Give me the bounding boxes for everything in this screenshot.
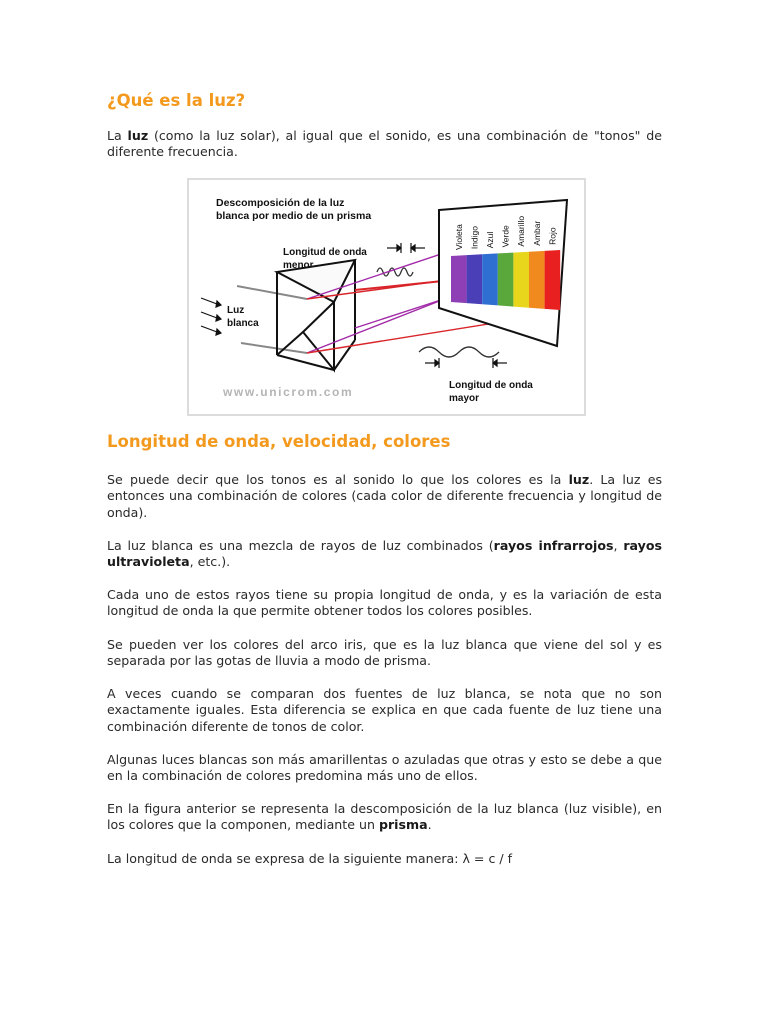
paragraph-2: La luz blanca es una mezcla de rayos de luz combinados (rayos infrarrojos, rayos ultravioleta, etc.). bbox=[107, 538, 663, 570]
paragraph-5: A veces cuando se comparan dos fuentes de luz blanca, se nota que no son exactamente iguales. Esta diferencia se explica en que cada fuente de luz tiene una combinación diferente de tonos de color. bbox=[107, 686, 662, 734]
incoming-ray-top bbox=[237, 286, 307, 299]
spectrum-band-violeta bbox=[451, 255, 467, 303]
short-wave-label-1: Longitud de onda bbox=[283, 247, 367, 258]
long-wave-label-2: mayor bbox=[449, 393, 480, 404]
white-light-label-2: blanca bbox=[227, 318, 259, 329]
incoming-ray-bottom bbox=[241, 343, 307, 353]
paragraph-4: Se pueden ver los colores del arco iris, que es la luz blanca que viene del sol y es separada por las gotas de lluvia a modo de prisma. bbox=[107, 637, 662, 669]
caption-line-2: blanca por medio de un prisma bbox=[216, 210, 372, 222]
long-wave-squiggle bbox=[419, 347, 499, 357]
incoming-light-arrows bbox=[201, 298, 221, 335]
white-light-label-1: Luz bbox=[227, 305, 245, 316]
spectrum-label-amarillo: Amarillo bbox=[516, 215, 527, 247]
prism bbox=[277, 260, 355, 370]
watermark: www.unicrom.com bbox=[223, 385, 354, 399]
spectrum-band-rojo bbox=[545, 250, 561, 310]
paragraph-6: Algunas luces blancas son más amarillentas o azuladas que otras y esto se debe a que en la combinación de colores predomina más uno de ellos. bbox=[107, 752, 662, 784]
prism-figure bbox=[187, 178, 586, 416]
spectrum-label-rojo: Rojo bbox=[547, 227, 558, 245]
spectrum-label-indigo: Indigo bbox=[469, 225, 480, 250]
spectrum-label-ambar: Ambar bbox=[531, 220, 542, 246]
paragraph-7: En la figura anterior se representa la descomposición de la luz blanca (luz visible), en los colores que la componen, mediante un prisma. bbox=[107, 801, 662, 833]
spectrum-label-verde: Verde bbox=[500, 225, 511, 248]
caption-line-1: Descomposición de la luz bbox=[216, 197, 345, 209]
spectrum-band-azul bbox=[482, 253, 498, 305]
paragraph-1: Se puede decir que los tonos es al sonido lo que los colores es la luz. La luz es entonces una combinación de colores (cada color de diferente frecuencia y longitud de onda). bbox=[107, 472, 663, 520]
paragraph-3: Cada uno de estos rayos tiene su propia longitud de onda, y es la variación de esta longitud de onda la que permite obtener todos los colores posibles. bbox=[107, 587, 662, 619]
spectrum-band-verde bbox=[498, 253, 514, 307]
short-wave-marker bbox=[387, 243, 425, 253]
spectrum-band-indigo bbox=[467, 254, 483, 304]
short-wave-label-2: menor bbox=[283, 260, 314, 271]
section-title-que-es-la-luz: ¿Qué es la luz? bbox=[107, 91, 246, 110]
spectrum-label-azul: Azul bbox=[485, 231, 495, 249]
paragraph-8: La longitud de onda se expresa de la siguiente manera: λ = c / f bbox=[107, 851, 513, 866]
spectrum-bands bbox=[451, 250, 560, 310]
spectrum-band-amarillo bbox=[513, 252, 529, 308]
spectrum-label-violeta: Violeta bbox=[453, 224, 464, 250]
intro-paragraph: La luz (como la luz solar), al igual que el sonido, es una combinación de "tonos" de diferente frecuencia. bbox=[107, 128, 662, 160]
long-wave-marker bbox=[425, 358, 507, 368]
long-wave-label-1: Longitud de onda bbox=[449, 380, 533, 391]
section-title-longitud-de-onda: Longitud de onda, velocidad, colores bbox=[107, 432, 451, 451]
prism-diagram bbox=[189, 180, 584, 414]
spectrum-band-ambar bbox=[529, 251, 545, 309]
